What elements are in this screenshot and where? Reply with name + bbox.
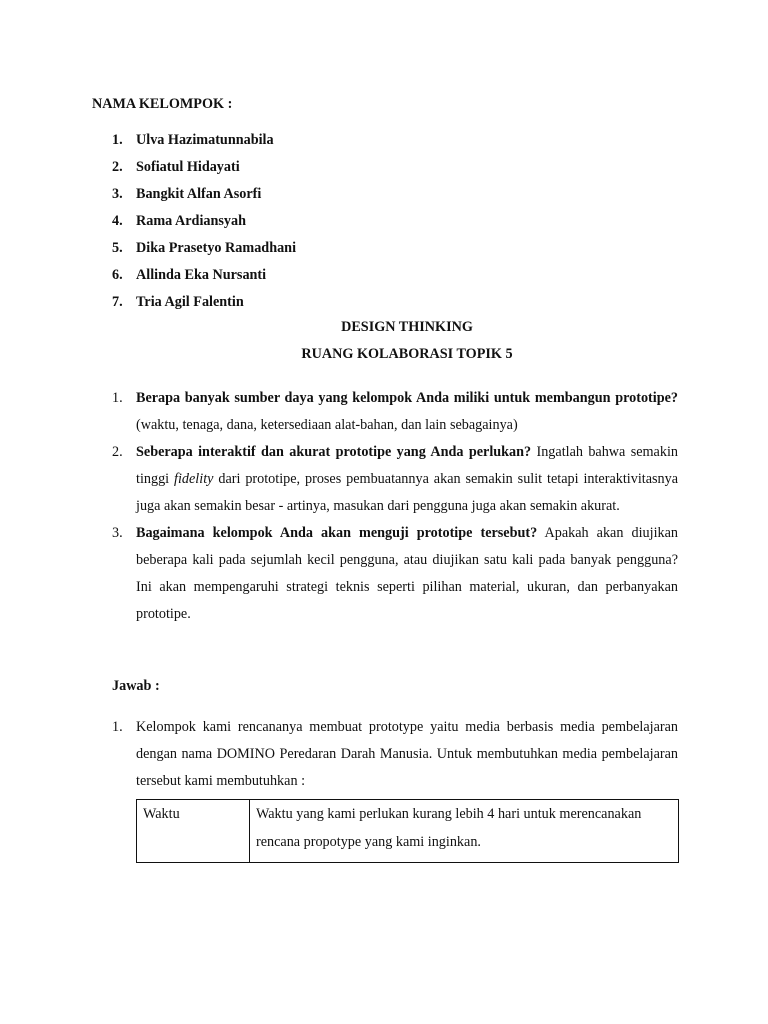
list-item	[112, 265, 296, 292]
list-item	[112, 385, 678, 439]
list-number: 1.	[112, 719, 123, 735]
question-text	[136, 385, 678, 439]
member-name: Rama Ardiansyah	[136, 213, 246, 229]
member-name: Sofiatul Hidayati	[136, 159, 240, 175]
question-rest: Apakah akan diujikan beberapa kali pada sejumlah kecil pengguna, atau diujikan satu kali pada banyak pengguna? Ini akan mempengaruhi strategi teknis seperti pilihan material, ukuran, dan perbanyakan prototipe.	[136, 525, 678, 622]
member-name: Tria Agil Falentin	[136, 294, 244, 310]
answer-text: Kelompok kami rencananya membuat prototype yaitu media berbasis media pembelajaran dengan nama DOMINO Peredaran Darah Manusia. Untuk membutuhkan media pembelajaran tersebut kami membutuhkan :	[136, 719, 678, 789]
list-number: 4.	[112, 213, 123, 229]
member-list	[112, 130, 296, 319]
list-number: 7.	[112, 294, 123, 310]
list-item	[112, 157, 296, 184]
group-heading: NAMA KELOMPOK :	[92, 96, 233, 112]
list-number: 3.	[112, 525, 123, 541]
table-cell-label: Waktu	[137, 800, 250, 863]
list-item	[112, 211, 296, 238]
question-bold: Seberapa interaktif dan akurat prototipe yang Anda perlukan?	[136, 444, 532, 460]
question-rest: dari prototipe, proses pembuatannya akan semakin sulit tetapi interaktivitasnya juga akan semakin besar - artinya, masukan dari pengguna juga akan semakin akurat.	[136, 471, 679, 514]
member-name: Bangkit Alfan Asorfi	[136, 186, 262, 202]
list-item	[112, 714, 678, 795]
list-number: 5.	[112, 240, 123, 256]
member-name: Allinda Eka Nursanti	[136, 267, 267, 283]
list-number: 2.	[112, 444, 123, 460]
list-item	[112, 292, 296, 319]
list-number: 1.	[112, 132, 123, 148]
question-text	[136, 520, 678, 628]
member-name: Ulva Hazimatunnabila	[136, 132, 274, 148]
answer-heading: Jawab :	[112, 678, 160, 694]
question-bold: Berapa banyak sumber daya yang kelompok Anda miliki untuk membangun prototipe?	[136, 390, 678, 406]
question-italic: fidelity	[174, 471, 214, 487]
question-text	[136, 439, 678, 520]
list-item	[112, 238, 296, 265]
question-rest: Ingatlah bahwa semakin tinggi	[136, 444, 678, 487]
list-item	[112, 439, 678, 520]
list-item	[112, 130, 296, 157]
question-rest: (waktu, tenaga, dana, ketersediaan alat-bahan, dan lain sebagainya)	[136, 417, 518, 433]
document-title: DESIGN THINKING	[341, 319, 473, 335]
member-name: Dika Prasetyo Ramadhani	[136, 240, 297, 256]
question-bold: Bagaimana kelompok Anda akan menguji prototipe tersebut?	[136, 525, 538, 541]
table-cell-value: Waktu yang kami perlukan kurang lebih 4 hari untuk merencanakan rencana propotype yang kami inginkan.	[250, 800, 679, 863]
document-subtitle: RUANG KOLABORASI TOPIK 5	[301, 346, 513, 362]
answer-list	[112, 714, 678, 795]
resource-table	[136, 799, 679, 863]
table-row	[137, 800, 679, 863]
list-number: 2.	[112, 159, 123, 175]
list-item	[112, 520, 678, 628]
list-number: 3.	[112, 186, 123, 202]
list-number: 1.	[112, 390, 123, 406]
list-item	[112, 184, 296, 211]
question-list	[112, 385, 678, 628]
list-number: 6.	[112, 267, 123, 283]
